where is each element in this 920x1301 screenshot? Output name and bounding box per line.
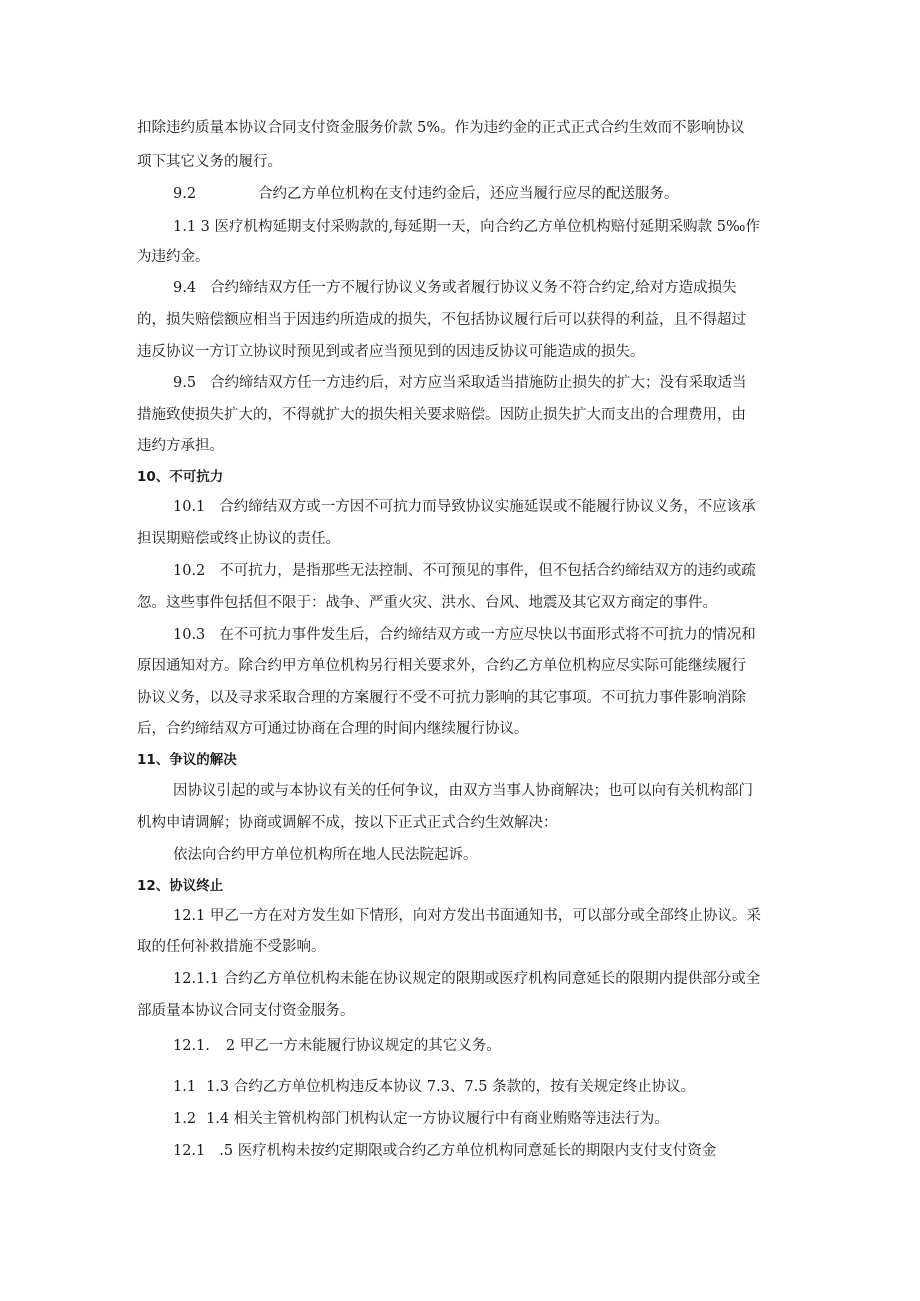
clause-number: 9.4	[173, 280, 197, 296]
clause-12-1-5	[173, 1141, 716, 1161]
text-line: 取的任何补救措施不受影响。	[137, 939, 326, 955]
paragraph-line	[137, 656, 746, 676]
clause-10-1	[173, 497, 756, 517]
clause-10-3	[173, 625, 756, 645]
clause-12-1-1	[173, 969, 760, 989]
text-line: 担误期赔偿或终止协议的责任。	[137, 531, 340, 547]
paragraph-line	[137, 529, 340, 549]
paragraph-line	[137, 937, 326, 957]
paragraph-line	[137, 247, 210, 267]
paragraph-line	[137, 688, 746, 708]
clause-text: 因协议引起的或与本协议有关的任何争议，由双方当事人协商解决；也可以向有关机构部门	[173, 783, 753, 799]
clause-text: 2 甲乙一方未能履行协议规定的其它义务。	[225, 1038, 501, 1054]
clause-9-3	[173, 217, 760, 237]
text-line: 协议义务，以及寻求采取合理的方案履行不受不可抗力影响的其它事项。不可抗力事件影响消除	[137, 690, 746, 706]
clause-text: 合约缔结双方任一方不履行协议义务或者履行协议义务不符合约定,给对方造成损失	[210, 280, 737, 296]
clause-number: 10.1	[173, 499, 206, 515]
paragraph-line	[137, 1001, 355, 1021]
clause-number: 1.1	[173, 1079, 197, 1095]
text-line: 违约方承担。	[137, 438, 224, 454]
text-line: 的，损失赔偿额应相当于因违约所造成的损失，不包括协议履行后可以获得的利益，且不得超过	[137, 312, 746, 328]
clause-text: 12.1.1 合约乙方单位机构未能在协议规定的限期或医疗机构同意延长的限期内提供部分或全	[173, 971, 761, 987]
clause-number: 10.3	[173, 627, 206, 643]
paragraph-line	[137, 152, 282, 172]
text-line: 违反协议一方订立协议时预见到或者应当预见到的因违反协议可能造成的损失。	[137, 344, 645, 360]
paragraph-line	[137, 342, 645, 362]
clause-12-1	[173, 906, 761, 926]
clause-text: 在不可抗力事件发生后，合约缔结双方或一方应尽快以书面形式将不可抗力的情况和	[219, 627, 756, 643]
clause-number: 9.2	[173, 186, 197, 202]
text-line: 依法向合约甲方单位机构所在地人民法院起诉。	[173, 847, 478, 863]
text-line: 原因通知对方。除合约甲方单位机构另行相关要求外，合约乙方单位机构应尽实际可能继续履行	[137, 658, 746, 674]
text-line: 扣除违约质量本协议合同支付资金服务价款 5%。作为违约金的正式正式合约生效而不影响协议	[137, 120, 745, 136]
section-heading-12: 12、协议终止	[137, 878, 224, 894]
clause-number: 12.1	[173, 1143, 206, 1159]
paragraph-line	[137, 719, 529, 739]
text-line: 为违约金。	[137, 249, 210, 265]
clause-number: 10.2	[173, 563, 206, 579]
clause-text: .5 医疗机构未按约定期限或合约乙方单位机构同意延长的期限内支付支付资金	[219, 1143, 717, 1159]
clause-text: 1.3 合约乙方单位机构违反本协议 7.3、7.5 条款的，按有关规定终止协议。	[206, 1079, 696, 1095]
text-line: 后，合约缔结双方可通过协商在合理的时间内继续履行协议。	[137, 721, 529, 737]
paragraph-line	[137, 405, 746, 425]
clause-12-1-2	[173, 1036, 501, 1056]
clause-text: 合约缔结双方任一方违约后，对方应当采取适当措施防止损失的扩大；没有采取适当	[210, 375, 747, 391]
clause-9-5	[173, 373, 747, 393]
clause-12-1-4	[173, 1109, 669, 1129]
paragraph-line	[137, 813, 558, 833]
paragraph-line	[137, 436, 224, 456]
clause-number: 12.1.	[173, 1038, 210, 1054]
text-line: 忽。这些事件包括但不限于：战争、严重火灾、洪水、台风、地震及其它双方商定的事件。	[137, 595, 717, 611]
section-heading-11: 11、争议的解决	[137, 752, 237, 768]
text-line: 部质量本协议合同支付资金服务。	[137, 1003, 355, 1019]
clause-text: 1.4 相关主管机构部门机构认定一方协议履行中有商业贿赂等违法行为。	[206, 1111, 669, 1127]
paragraph-line	[173, 845, 478, 865]
clause-9-2	[173, 184, 679, 204]
clause-number: 1.2	[173, 1111, 197, 1127]
clause-text: 合约乙方单位机构在支付违约金后，还应当履行应尽的配送服务。	[258, 186, 679, 202]
clause-text: 不可抗力，是指那些无法控制、不可预见的事件，但不包括合约缔结双方的违约或疏	[219, 563, 756, 579]
clause-11	[173, 781, 753, 801]
clause-text: 12.1 甲乙一方在对方发生如下情形，向对方发出书面通知书，可以部分或全部终止协议。采	[173, 908, 761, 924]
section-heading-10: 10、不可抗力	[137, 469, 224, 485]
text-line: 措施致使损失扩大的，不得就扩大的损失相关要求赔偿。因防止损失扩大而支出的合理费用，由	[137, 407, 746, 423]
clause-text: 合约缔结双方或一方因不可抗力而导致协议实施延误或不能履行协议义务，不应该承	[219, 499, 756, 515]
clause-10-2	[173, 561, 756, 581]
paragraph-line	[137, 310, 746, 330]
clause-9-4	[173, 278, 737, 298]
paragraph-line	[137, 593, 717, 613]
paragraph-line	[137, 118, 745, 138]
clause-text: 1.1 3 医疗机构延期支付采购款的,每延期一天，向合约乙方单位机构赔付延期采购款 5‰作	[173, 219, 760, 235]
clause-12-1-3	[173, 1077, 695, 1097]
clause-number: 9.5	[173, 375, 197, 391]
text-line: 项下其它义务的履行。	[137, 154, 282, 170]
text-line: 机构申请调解；协商或调解不成，按以下正式正式合约生效解决：	[137, 815, 558, 831]
